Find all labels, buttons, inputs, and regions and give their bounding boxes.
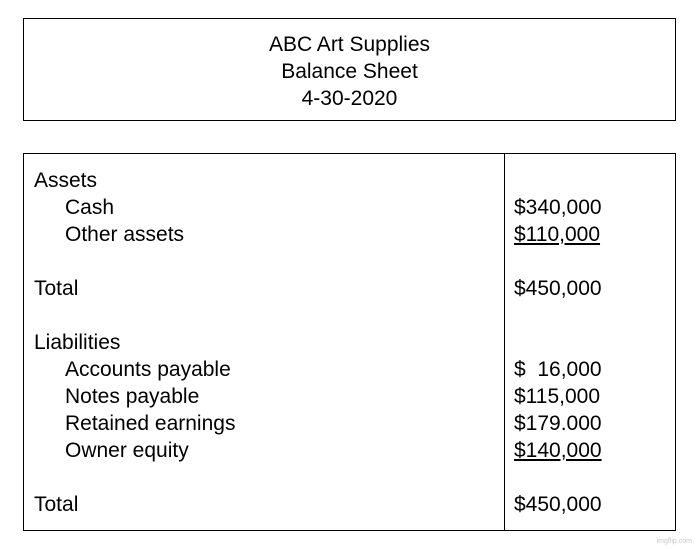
table-row	[24, 329, 675, 356]
row-amount: $140,000	[514, 439, 602, 462]
row-label: Total	[34, 277, 79, 300]
document-title: Balance Sheet	[281, 60, 418, 83]
row-label: Assets	[34, 169, 98, 192]
company-name: ABC Art Supplies	[268, 33, 431, 56]
row-label: Retained earnings	[65, 412, 236, 435]
row-label: Cash	[65, 196, 115, 219]
watermark: imgflip.com	[656, 538, 692, 545]
row-amount: $450,000	[514, 493, 602, 516]
table-row	[24, 356, 675, 383]
header-box	[23, 18, 676, 121]
table-row	[24, 275, 675, 302]
row-amount: $115,000	[514, 385, 601, 408]
table-row	[24, 437, 675, 464]
row-amount: $110,000	[514, 223, 601, 246]
table-row	[24, 491, 675, 518]
table-row	[24, 248, 675, 275]
table-row	[24, 410, 675, 437]
row-amount: $340,000	[514, 196, 602, 219]
row-label: Notes payable	[65, 385, 200, 408]
row-label: Owner equity	[65, 439, 189, 462]
document-date: 4-30-2020	[301, 87, 398, 110]
row-amount: $450,000	[514, 277, 602, 300]
row-label: Other assets	[65, 223, 185, 246]
table-row	[24, 383, 675, 410]
row-amount: $179.000	[514, 412, 602, 435]
balance-sheet-table	[23, 153, 676, 531]
table-row	[24, 221, 675, 248]
row-label: Accounts payable	[65, 358, 231, 381]
row-label: Total	[34, 493, 79, 516]
table-row	[24, 194, 675, 221]
row-label: Liabilities	[34, 331, 121, 354]
table-row	[24, 464, 675, 491]
table-row	[24, 302, 675, 329]
row-amount: $ 16,000	[514, 358, 602, 381]
table-row	[24, 167, 675, 194]
